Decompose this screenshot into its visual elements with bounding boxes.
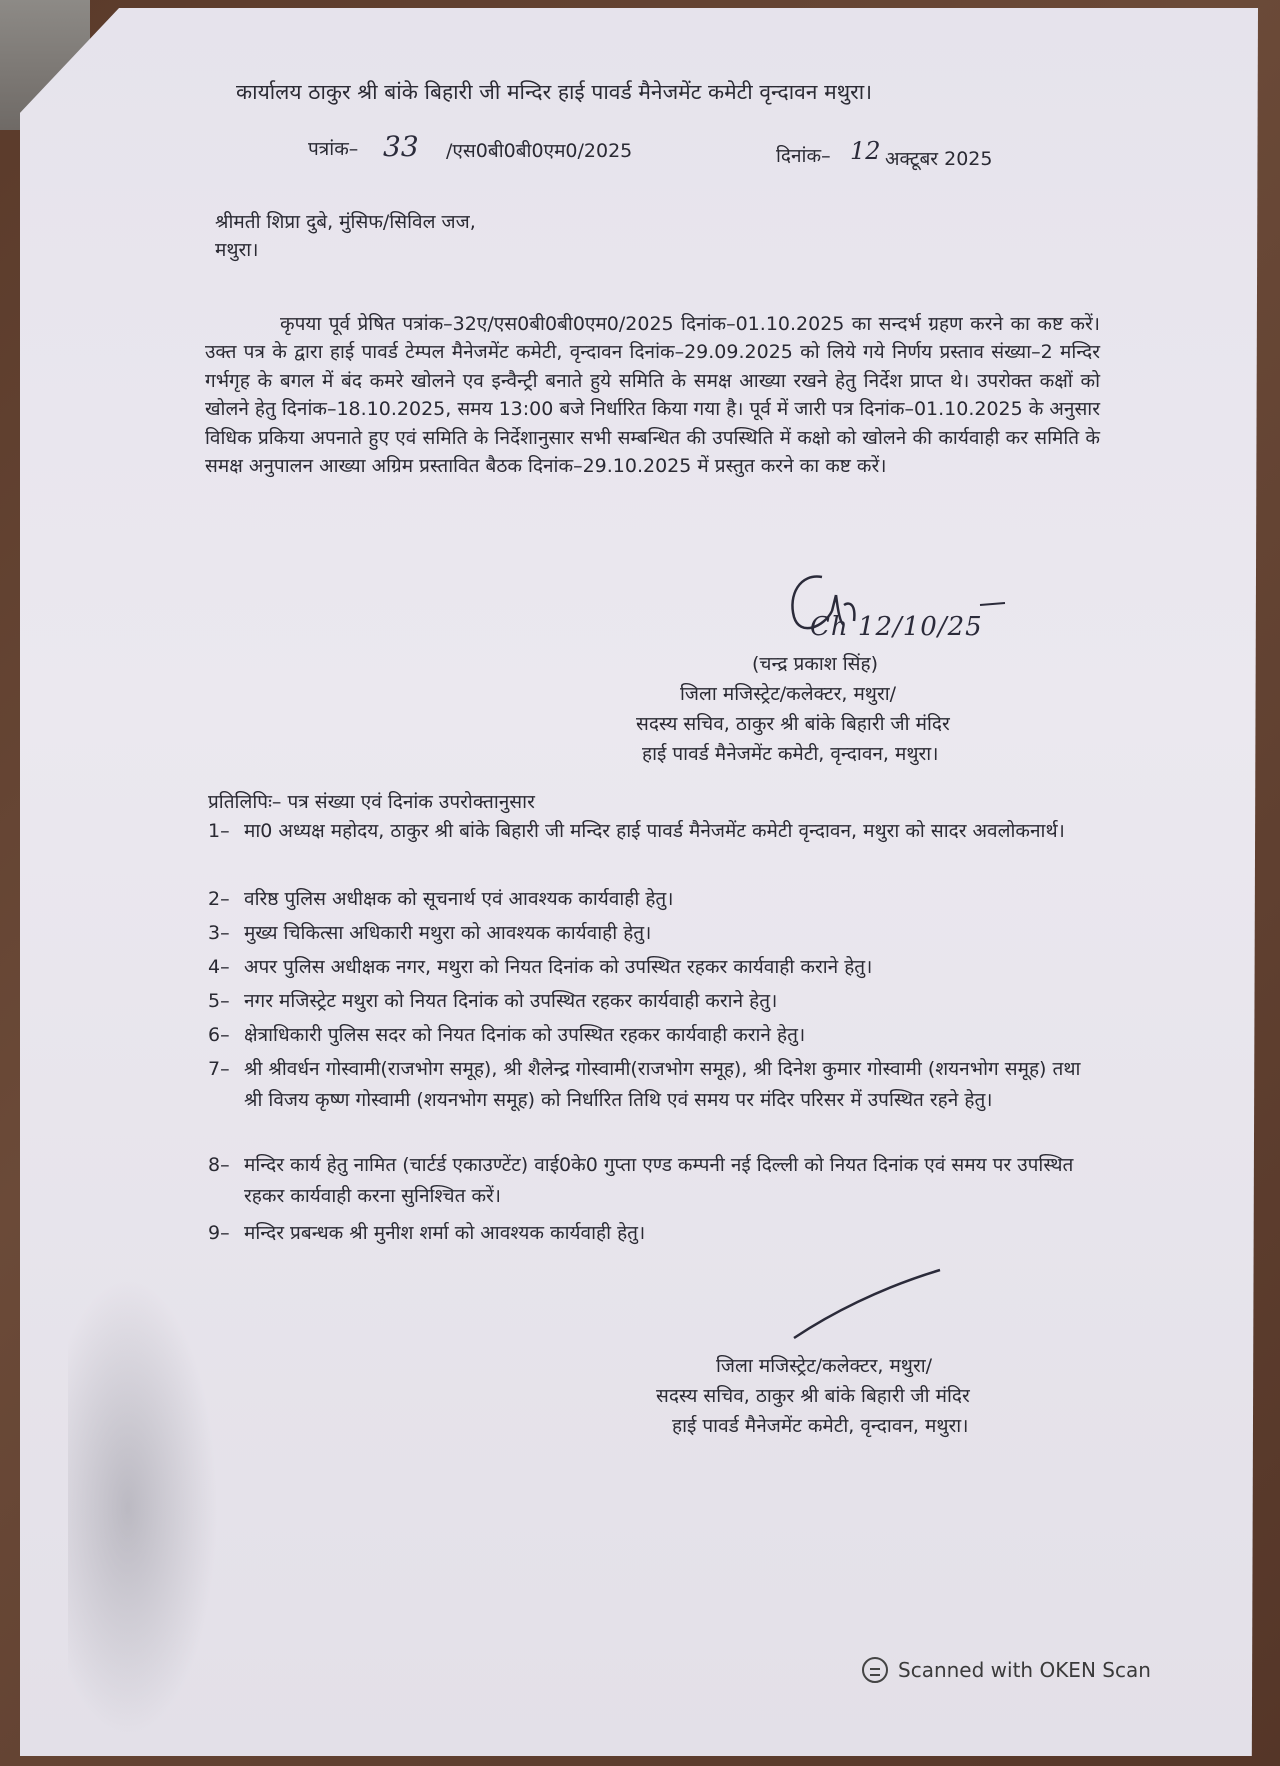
office-title: कार्यालय ठाकुर श्री बांके बिहारी जी मन्दिर हाई पावर्ड मैनेजमेंट कमेटी वृन्दावन मथुरा। — [236, 80, 873, 104]
copy-item-number: 1– — [208, 820, 230, 842]
copy-item-number: 6– — [208, 1024, 230, 1046]
scanner-watermark — [862, 1657, 1151, 1683]
copy-item-number: 4– — [208, 956, 230, 978]
signatory-name: (चन्द्र प्रकाश सिंह) — [752, 653, 879, 675]
body-paragraph: कृपया पूर्व प्रेषित पत्रांक–32ए/एस0बी0बी0एम0/2025 दिनांक–01.10.2025 का सन्दर्भ ग्रहण करने का कष्ट करें। उक्त पत्र के द्वारा हाई पावर्ड टेम्पल मैनेजमेंट कमेटी, वृन्दावन दिनांक–29.09.2025 को लिये गये निर्णय प्रस्ताव संख्या–2 मन्दिर गर्भगृह के बगल में बंद कमरे खोलने एव इन्वैन्ट्री बनाते हुये समिति के समक्ष आख्या रखने हेतु निर्देश प्राप्त थे। उपरोक्त कक्षों को खोलने हेतु दिनांक–18.10.2025, समय 13:00 बजे निर्धारित किया गया है। पूर्व में जारी पत्र दिनांक–01.10.2025 के अनुसार विधिक प्रकिया अपनाते हुए एवं समिति के निर्देशानुसार सभी सम्बन्धित की उपस्थिति में कक्षो को खोलने की कार्यवाही कर समिति के समक्ष अनुपालन आख्या अग्रिम प्रस्तावित बैठक दिनांक–29.10.2025 में प्रस्तुत करने का कष्ट करें। — [205, 313, 1100, 478]
copy-item-text: क्षेत्राधिकारी पुलिस सदर को नियत दिनांक को उपस्थित रहकर कार्यवाही कराने हेतु। — [244, 1024, 806, 1046]
ref-suffix: /एस0बी0बी0एम0/2025 — [446, 140, 633, 162]
copy-list-item — [208, 952, 1088, 983]
date-day-handwritten: 12 — [850, 137, 881, 165]
copy-item-number: 7– — [208, 1058, 230, 1080]
scan-smudge — [68, 1278, 218, 1738]
copy-list-heading: प्रतिलिपिः– पत्र संख्या एवं दिनांक उपरोक्तानुसार — [208, 791, 535, 813]
copy-item-number: 3– — [208, 922, 230, 944]
copy-item-number: 9– — [208, 1222, 230, 1244]
copy-item-text: मुख्य चिकित्सा अधिकारी मथुरा को आवश्यक कार्यवाही हेतु। — [244, 922, 652, 944]
copy-item-number: 8– — [208, 1154, 230, 1176]
copy-item-text: मन्दिर कार्य हेतु नामित (चार्टर्ड एकाउण्टेंट) वाई0के0 गुप्ता एण्ड कम्पनी नई दिल्ली को नियत दिनांक एवं समय पर उपस्थित रहकर कार्यवाही करना सुनिश्चित करें। — [244, 1154, 1074, 1207]
signature-date-handwritten: Ch 12/10/25 — [810, 612, 983, 642]
copy-list-item — [208, 816, 1088, 847]
scanner-watermark-text: Scanned with OKEN Scan — [898, 1658, 1151, 1682]
copy-item-text: वरिष्ठ पुलिस अधीक्षक को सूचनार्थ एवं आवश्यक कार्यवाही हेतु। — [244, 888, 674, 910]
copy-item-number: 2– — [208, 888, 230, 910]
date-suffix: अक्टूबर 2025 — [885, 148, 993, 170]
copy-item-text: मन्दिर प्रबन्धक श्री मुनीश शर्मा को आवश्यक कार्यवाही हेतु। — [244, 1222, 646, 1244]
signatory2-line3: हाई पावर्ड मैनेजमेंट कमेटी, वृन्दावन, मथुरा। — [672, 1415, 969, 1437]
signatory2-line1: जिला मजिस्ट्रेट/कलेक्टर, मथुरा/ — [716, 1355, 933, 1377]
copy-list-item — [208, 1218, 1088, 1249]
copy-list-item — [208, 1020, 1088, 1051]
copy-item-text: अपर पुलिस अधीक्षक नगर, मथुरा को नियत दिनांक को उपस्थित रहकर कार्यवाही कराने हेतु। — [244, 956, 873, 978]
copy-list-item — [208, 1054, 1088, 1116]
signatory-line1: जिला मजिस्ट्रेट/कलेक्टर, मथुरा/ — [680, 683, 897, 705]
recipient-line1: श्रीमती शिप्रा दुबे, मुंसिफ/सिविल जज, — [215, 211, 476, 233]
signatory2-line2: सदस्य सचिव, ठाकुर श्री बांके बिहारी जी मंदिर — [656, 1385, 970, 1407]
copy-list-item — [208, 986, 1088, 1017]
document-paper — [20, 8, 1258, 1756]
copy-item-text: श्री श्रीवर्धन गोस्वामी(राजभोग समूह), श्री शैलेन्द्र गोस्वामी(राजभोग समूह), श्री दिनेश कुमार गोस्वामी (शयनभोग समूह) तथा श्री विजय कृष्ण गोस्वामी (शयनभोग समूह) को निर्धारित तिथि एवं समय पर मंदिर परिसर में उपस्थित रहने हेतु। — [244, 1058, 1081, 1111]
date-label: दिनांक– — [776, 145, 831, 167]
copy-item-text: नगर मजिस्ट्रेट मथुरा को नियत दिनांक को उपस्थित रहकर कार्यवाही कराने हेतु। — [244, 990, 778, 1012]
signatory-line3: हाई पावर्ड मैनेजमेंट कमेटी, वृन्दावन, मथुरा। — [642, 743, 939, 765]
scanner-logo-icon — [862, 1657, 888, 1683]
copy-list-item — [208, 1150, 1088, 1212]
initial-stroke — [790, 1262, 950, 1342]
ref-label: पत्रांक– — [308, 138, 359, 160]
signatory-line2: सदस्य सचिव, ठाकुर श्री बांके बिहारी जी मंदिर — [636, 713, 950, 735]
copy-item-text: मा0 अध्यक्ष महोदय, ठाकुर श्री बांके बिहारी जी मन्दिर हाई पावर्ड मैनेजमेंट कमेटी वृन्दावन, मथुरा को सादर अवलोकनार्थ। — [244, 820, 1065, 842]
copy-list-item — [208, 918, 1088, 949]
copy-list-item — [208, 884, 1088, 915]
copy-item-number: 5– — [208, 990, 230, 1012]
ref-number-handwritten: 33 — [383, 130, 419, 163]
recipient-line2: मथुरा। — [215, 239, 259, 261]
